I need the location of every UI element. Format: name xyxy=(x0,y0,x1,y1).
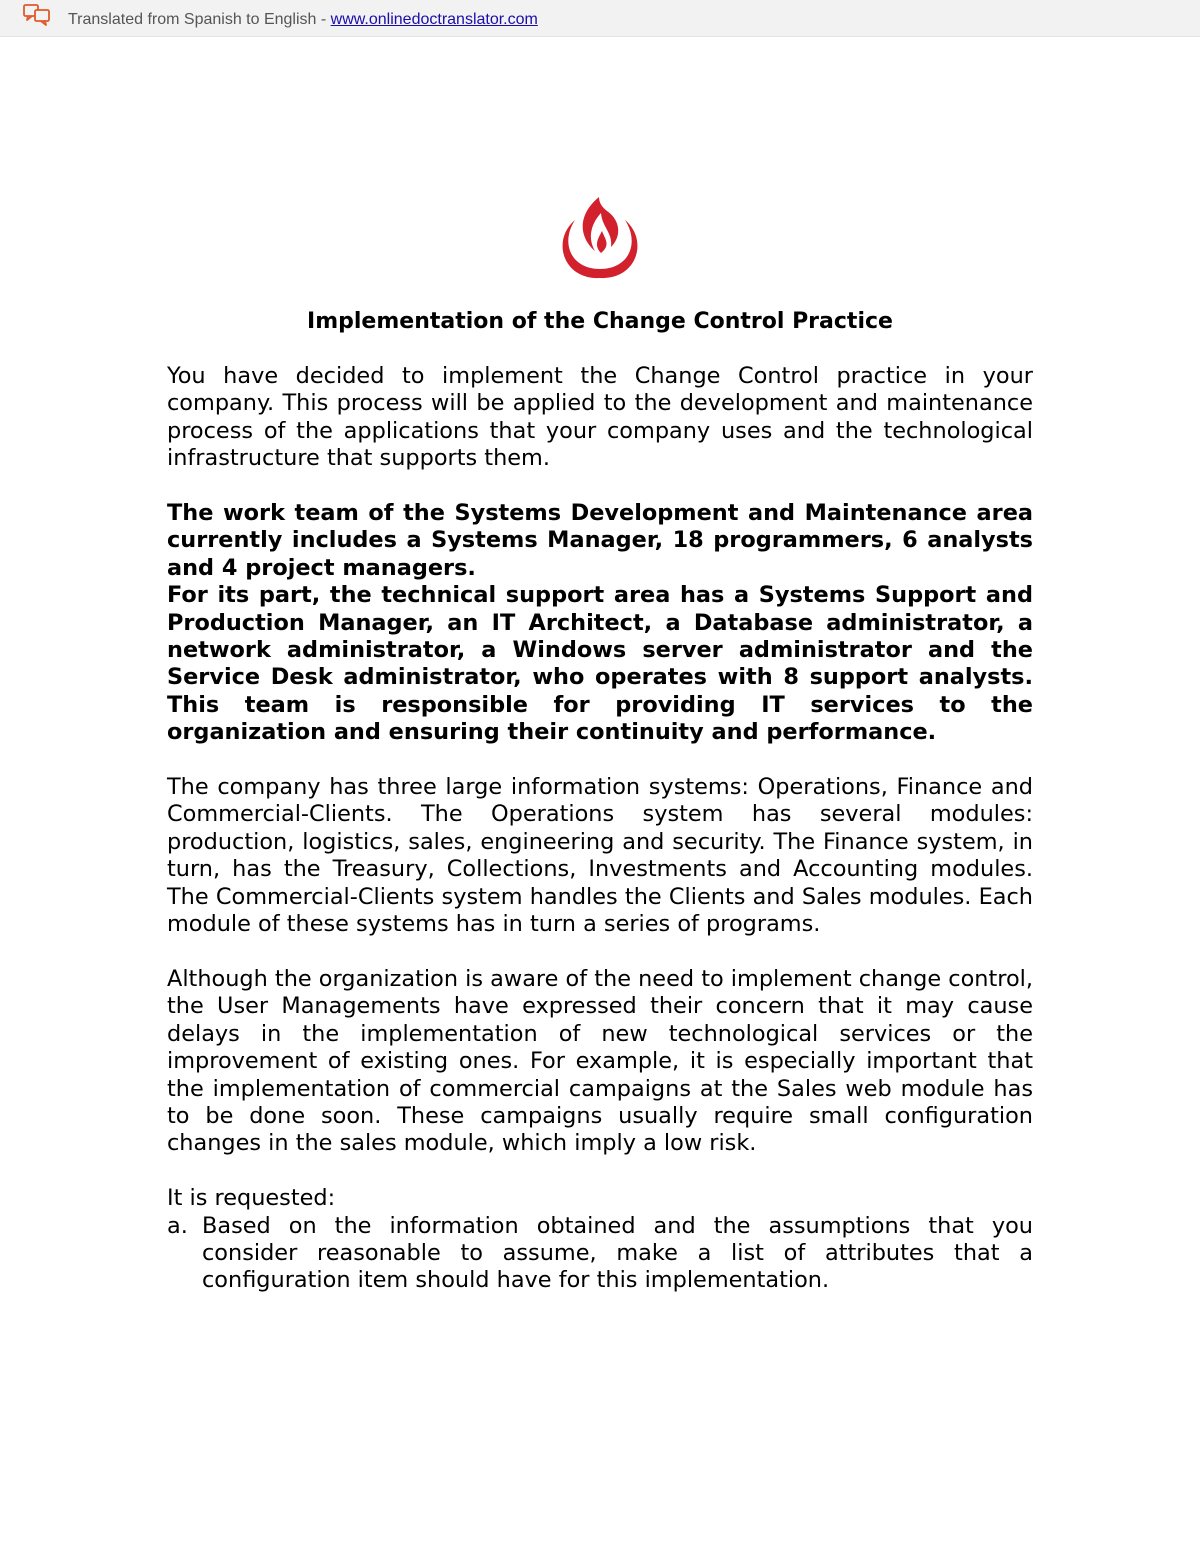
paragraph-concerns: Although the organization is aware of the need to implement change control, the User Managements have expressed their concern that it may cause delays in the implementation of new technological services or the improvement of existing ones. For example, it is especially important that the implementation of commercial campaigns at the Sales web module has to be done soon. These campaigns usually require small configuration changes in the sales module, which imply a low risk. xyxy=(167,965,1033,1157)
translator-link[interactable]: www.onlinedoctranslator.com xyxy=(330,11,538,28)
page-title: Implementation of the Change Control Practice xyxy=(307,309,893,334)
banner-prefix: Translated from Spanish to English - xyxy=(68,11,331,28)
request-intro: It is requested: xyxy=(167,1185,336,1212)
translation-banner xyxy=(0,0,1200,37)
logo-flame-tip xyxy=(597,231,607,253)
list-item-text: Based on the information obtained and the assumptions that you consider reasonable to assume, make a list of attributes that a configuration item should have for this implementation. xyxy=(202,1212,1033,1294)
flame-logo-icon xyxy=(555,195,645,280)
request-list xyxy=(167,1213,1033,1295)
banner-text xyxy=(68,11,538,29)
paragraph-dev-team: The work team of the Systems Development and Maintenance area currently includes a Systems Manager, 18 programmers, 6 analysts and 4 project managers. xyxy=(167,500,1033,581)
paragraph-support-team: For its part, the technical support area has a Systems Support and Production Manager, an IT Architect, a Database administrator, a network administrator, a Windows server administrator and the Service Desk administrator, who operates with 8 support analysts. This team is responsible for providing IT services to the organization and ensuring their continuity and performance. xyxy=(167,582,1033,746)
list-item xyxy=(167,1213,1033,1295)
document-body xyxy=(167,363,1033,1295)
list-marker: a. xyxy=(167,1212,188,1239)
translate-icon xyxy=(22,3,52,27)
paragraph-intro: You have decided to implement the Change Control practice in your company. This process will be applied to the development and maintenance process of the applications that your company uses and the technological infrastructure that supports them. xyxy=(167,363,1033,472)
paragraph-systems: The company has three large information systems: Operations, Finance and Commercial-Clients. The Operations system has several modules: production, logistics, sales, engineering and security. The Finance system, in turn, has the Treasury, Collections, Investments and Accounting modules. The Commercial-Clients system handles the Clients and Sales modules. Each module of these systems has in turn a series of programs. xyxy=(167,774,1033,938)
